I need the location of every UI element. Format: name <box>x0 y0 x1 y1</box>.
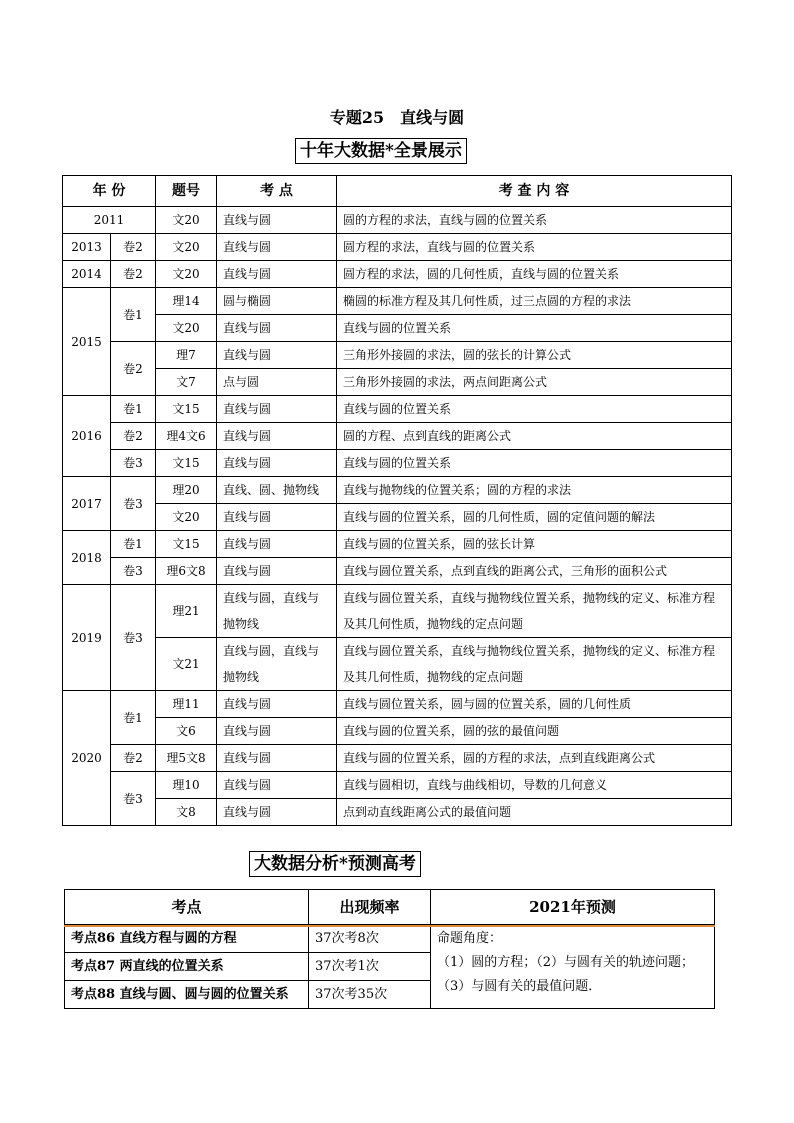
point-cell: 考点88 直线与圆、圆与圆的位置关系 <box>65 981 309 1009</box>
content-cell: 直线与圆位置关系，点到直线的距离公式，三角形的面积公式 <box>337 558 732 585</box>
number-cell: 理20 <box>156 477 217 504</box>
number-cell: 文20 <box>156 315 217 342</box>
table-row <box>63 261 732 288</box>
volume-cell: 卷1 <box>111 288 156 342</box>
content-cell: 直线与圆位置关系，圆与圆的位置关系，圆的几何性质 <box>337 691 732 718</box>
year-cell: 2018 <box>63 531 111 585</box>
point-cell: 直线与圆 <box>217 423 337 450</box>
content-cell: 直线与圆的位置关系，圆的弦的最值问题 <box>337 718 732 745</box>
point-cell: 直线与圆 <box>217 261 337 288</box>
point-cell: 直线与圆 <box>217 772 337 799</box>
content-cell: 直线与圆位置关系，直线与抛物线位置关系，抛物线的定义、标准方程及其几何性质，抛物线的定点问题 <box>337 638 732 691</box>
number-cell: 文8 <box>156 799 217 826</box>
table-row <box>63 450 732 477</box>
section2-title: 大数据分析*预测高考 <box>249 851 421 877</box>
volume-cell: 卷2 <box>111 342 156 396</box>
header-point: 考 点 <box>217 176 337 207</box>
volume-cell: 卷2 <box>111 423 156 450</box>
content-cell: 直线与圆的位置关系，圆的几何性质，圆的定值问题的解法 <box>337 504 732 531</box>
header-year: 年 份 <box>63 176 156 207</box>
number-cell: 文15 <box>156 396 217 423</box>
frequency-cell: 37次考35次 <box>309 981 431 1009</box>
prediction-cell <box>431 925 715 1009</box>
point-cell: 考点86 直线方程与圆的方程 <box>65 925 309 953</box>
table-header-row <box>65 890 715 925</box>
point-cell: 直线与圆 <box>217 396 337 423</box>
page-title: 专题25 直线与圆 <box>329 108 465 127</box>
year-cell: 2019 <box>63 585 111 691</box>
table-row <box>63 315 732 342</box>
table-row <box>63 504 732 531</box>
frequency-cell: 37次考8次 <box>309 925 431 953</box>
table-row <box>63 585 732 638</box>
point-cell: 直线与圆 <box>217 342 337 369</box>
number-cell: 文20 <box>156 504 217 531</box>
content-cell: 点到动直线距离公式的最值问题 <box>337 799 732 826</box>
number-cell: 文15 <box>156 450 217 477</box>
table-row <box>63 288 732 315</box>
content-cell: 直线与圆的位置关系，圆的弦长计算 <box>337 531 732 558</box>
year-cell: 2017 <box>63 477 111 531</box>
header-prediction: 2021年预测 <box>431 890 715 925</box>
volume-cell: 卷2 <box>111 261 156 288</box>
number-cell: 理10 <box>156 772 217 799</box>
point-cell: 直线与圆 <box>217 450 337 477</box>
content-cell: 圆方程的求法，直线与圆的位置关系 <box>337 234 732 261</box>
content-cell: 直线与圆的位置关系 <box>337 450 732 477</box>
point-cell: 直线与圆 <box>217 315 337 342</box>
volume-cell: 卷3 <box>111 585 156 691</box>
content-cell: 直线与圆的位置关系 <box>337 396 732 423</box>
section1-title: 十年大数据*全景展示 <box>295 138 467 164</box>
point-cell: 点与圆 <box>217 369 337 396</box>
table-row <box>63 772 732 799</box>
number-cell: 文6 <box>156 718 217 745</box>
prediction-line: 命题角度： <box>437 931 503 946</box>
point-cell: 圆与椭圆 <box>217 288 337 315</box>
table-row <box>63 718 732 745</box>
number-cell: 理21 <box>156 585 217 638</box>
year-cell: 2014 <box>63 261 111 288</box>
number-cell: 文20 <box>156 207 217 234</box>
number-cell: 文20 <box>156 234 217 261</box>
year-cell: 2011 <box>63 207 156 234</box>
exam-history-table <box>62 175 732 826</box>
header-divider <box>64 925 715 927</box>
point-cell: 直线、圆、抛物线 <box>217 477 337 504</box>
point-cell: 直线与圆 <box>217 504 337 531</box>
number-cell: 文7 <box>156 369 217 396</box>
point-cell: 直线与圆，直线与抛物线 <box>217 638 337 691</box>
volume-cell: 卷3 <box>111 477 156 531</box>
table-row <box>65 925 715 953</box>
volume-cell: 卷2 <box>111 745 156 772</box>
content-cell: 三角形外接圆的求法，两点间距离公式 <box>337 369 732 396</box>
table-row <box>63 558 732 585</box>
number-cell: 理5文8 <box>156 745 217 772</box>
point-cell: 直线与圆 <box>217 799 337 826</box>
point-cell: 直线与圆，直线与抛物线 <box>217 585 337 638</box>
content-cell: 直线与圆的位置关系，圆的方程的求法，点到直线距离公式 <box>337 745 732 772</box>
content-cell: 直线与圆位置关系，直线与抛物线位置关系，抛物线的定义、标准方程及其几何性质，抛物线的定点问题 <box>337 585 732 638</box>
content-cell: 圆的方程、点到直线的距离公式 <box>337 423 732 450</box>
volume-cell: 卷2 <box>111 234 156 261</box>
table-row <box>63 369 732 396</box>
header-point: 考点 <box>65 890 309 925</box>
table-row <box>63 477 732 504</box>
table-row <box>63 799 732 826</box>
volume-cell: 卷1 <box>111 396 156 423</box>
frequency-cell: 37次考1次 <box>309 953 431 981</box>
table-row <box>63 423 732 450</box>
number-cell: 理14 <box>156 288 217 315</box>
content-cell: 直线与抛物线的位置关系；圆的方程的求法 <box>337 477 732 504</box>
point-cell: 直线与圆 <box>217 531 337 558</box>
point-cell: 直线与圆 <box>217 718 337 745</box>
point-cell: 考点87 两直线的位置关系 <box>65 953 309 981</box>
table-header-row <box>63 176 732 207</box>
point-cell: 直线与圆 <box>217 234 337 261</box>
year-cell: 2020 <box>63 691 111 826</box>
number-cell: 文20 <box>156 261 217 288</box>
prediction-table <box>64 889 715 1009</box>
table-row <box>63 396 732 423</box>
number-cell: 理4文6 <box>156 423 217 450</box>
volume-cell: 卷1 <box>111 691 156 745</box>
table-row <box>63 745 732 772</box>
content-cell: 直线与圆的位置关系 <box>337 315 732 342</box>
point-cell: 直线与圆 <box>217 745 337 772</box>
point-cell: 直线与圆 <box>217 558 337 585</box>
table-row <box>63 207 732 234</box>
number-cell: 理7 <box>156 342 217 369</box>
volume-cell: 卷1 <box>111 531 156 558</box>
header-number: 题号 <box>156 176 217 207</box>
content-cell: 圆的方程的求法，直线与圆的位置关系 <box>337 207 732 234</box>
prediction-line: （1）圆的方程；（2）与圆有关的轨迹问题； <box>437 955 695 970</box>
table-row <box>63 342 732 369</box>
number-cell: 理6文8 <box>156 558 217 585</box>
number-cell: 文15 <box>156 531 217 558</box>
content-cell: 三角形外接圆的求法，圆的弦长的计算公式 <box>337 342 732 369</box>
table-row <box>63 638 732 691</box>
table-row <box>63 531 732 558</box>
volume-cell: 卷3 <box>111 558 156 585</box>
table-row <box>63 691 732 718</box>
point-cell: 直线与圆 <box>217 691 337 718</box>
table-row <box>63 234 732 261</box>
content-cell: 椭圆的标准方程及其几何性质，过三点圆的方程的求法 <box>337 288 732 315</box>
content-cell: 圆方程的求法，圆的几何性质，直线与圆的位置关系 <box>337 261 732 288</box>
prediction-line: （3）与圆有关的最值问题． <box>437 979 602 994</box>
number-cell: 理11 <box>156 691 217 718</box>
volume-cell: 卷3 <box>111 772 156 826</box>
volume-cell: 卷3 <box>111 450 156 477</box>
header-frequency: 出现频率 <box>309 890 431 925</box>
year-cell: 2015 <box>63 288 111 396</box>
number-cell: 文21 <box>156 638 217 691</box>
content-cell: 直线与圆相切，直线与曲线相切，导数的几何意义 <box>337 772 732 799</box>
point-cell: 直线与圆 <box>217 207 337 234</box>
header-content: 考 查 内 容 <box>337 176 732 207</box>
year-cell: 2016 <box>63 396 111 477</box>
year-cell: 2013 <box>63 234 111 261</box>
